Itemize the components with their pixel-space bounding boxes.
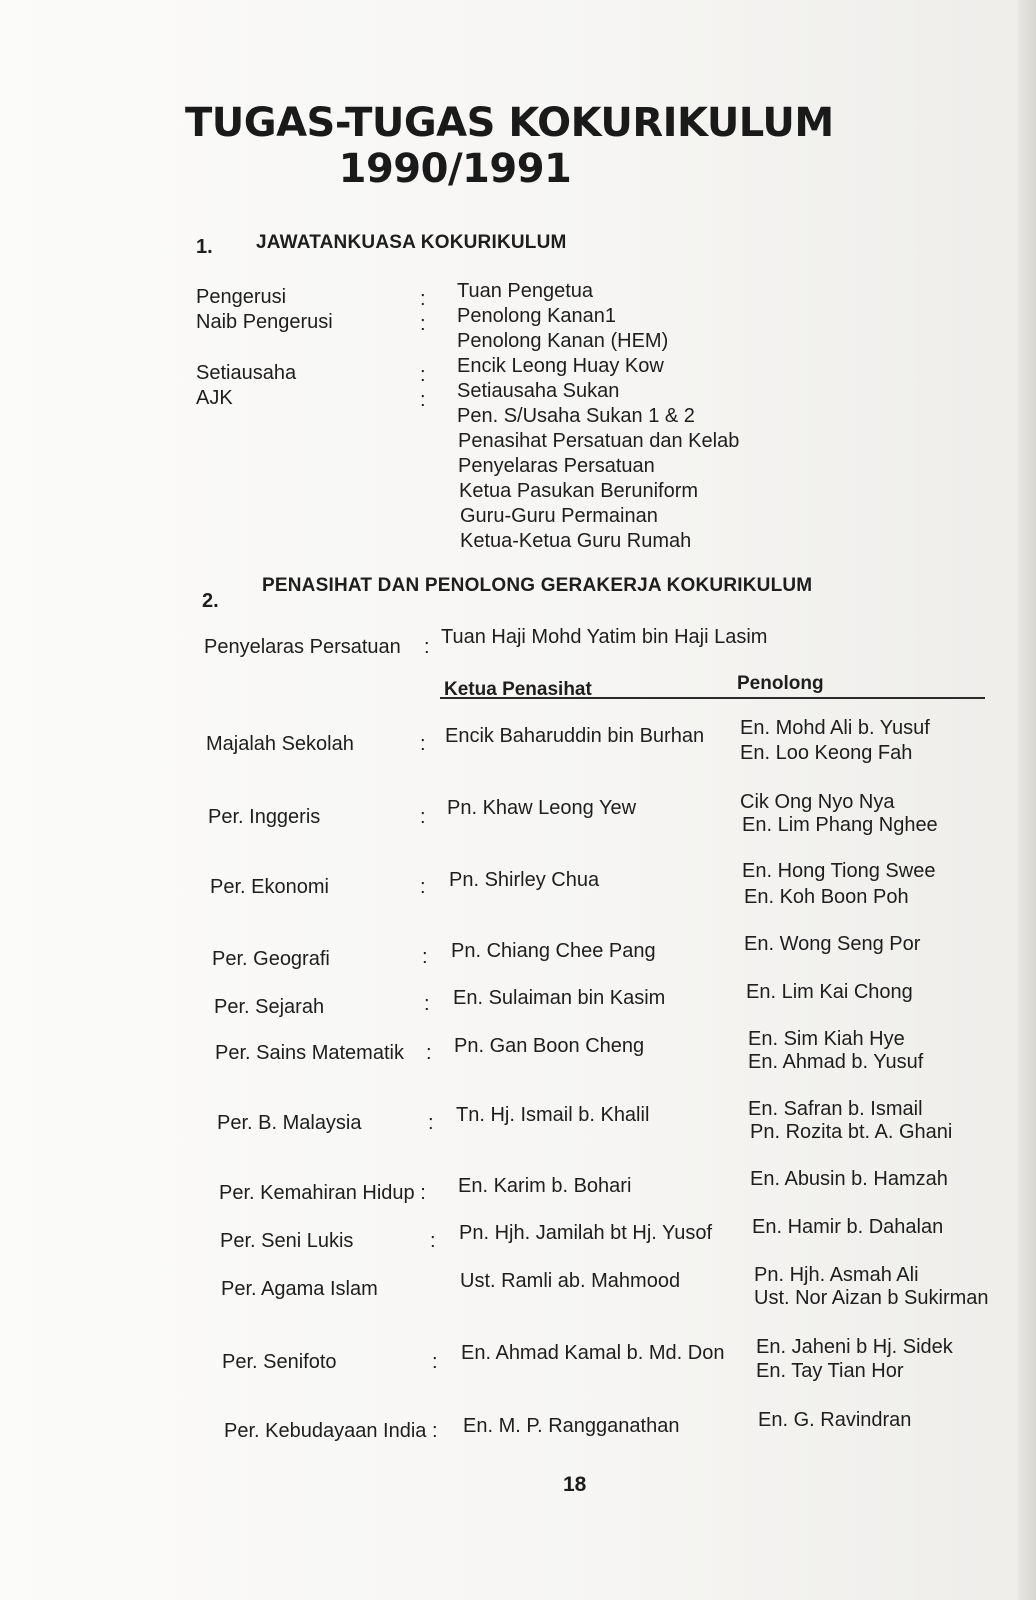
role-value: Ketua Pasukan Beruniform [459, 480, 699, 502]
role-value: Encik Leong Huay Kow [457, 355, 664, 377]
column-header-chief: Ketua Penasihat [444, 679, 592, 700]
colon: : [426, 1042, 432, 1064]
assistant-advisor: En. Mohd Ali b. Yusuf [740, 717, 930, 739]
chief-advisor: En. M. P. Rangganathan [463, 1415, 680, 1437]
society-name: Per. Inggeris [208, 806, 321, 828]
chief-advisor: En. Ahmad Kamal b. Md. Don [461, 1342, 725, 1364]
society-name: Per. Kebudayaan India : [224, 1420, 438, 1442]
chief-advisor: Encik Baharuddin bin Burhan [445, 725, 705, 747]
society-name: Per. Senifoto [222, 1351, 337, 1373]
role-label-ajk: AJK [196, 387, 233, 409]
society-name: Per. Sains Matematik [215, 1042, 404, 1064]
assistant-advisor: En. G. Ravindran [758, 1409, 912, 1431]
society-name: Per. Sejarah [214, 996, 325, 1018]
section-2-heading: PENASIHAT DAN PENOLONG GERAKERJA KOKURIKULUM [262, 575, 813, 596]
title-line-2: 1990/1991 [338, 146, 572, 192]
colon: : [420, 806, 426, 828]
assistant-advisor: En. Hong Tiong Swee [742, 860, 936, 882]
assistant-advisor: En. Loo Keong Fah [740, 742, 913, 764]
assistant-advisor: En. Ahmad b. Yusuf [748, 1051, 924, 1073]
role-value: Ketua-Ketua Guru Rumah [460, 530, 692, 552]
role-value: Penolong Kanan (HEM) [457, 330, 669, 352]
section-2-number: 2. [202, 590, 219, 612]
role-value: Penasihat Persatuan dan Kelab [458, 430, 740, 452]
assistant-advisor: En. Tay Tian Hor [756, 1360, 904, 1382]
role-value: Setiausaha Sukan [457, 380, 620, 402]
colon: : [420, 288, 426, 310]
assistant-advisor: En. Abusin b. Hamzah [750, 1168, 948, 1190]
assistant-advisor: En. Lim Kai Chong [746, 981, 913, 1003]
society-name: Per. Ekonomi [210, 876, 329, 898]
colon: : [430, 1230, 436, 1252]
assistant-advisor: Ust. Nor Aizan b Sukirman [754, 1287, 989, 1309]
chief-advisor: En. Sulaiman bin Kasim [453, 987, 666, 1009]
society-name: Per. Geografi [212, 948, 330, 970]
chief-advisor: Pn. Hjh. Jamilah bt Hj. Yusof [459, 1222, 713, 1244]
assistant-advisor: En. Jaheni b Hj. Sidek [756, 1336, 953, 1358]
book-spine-shadow [1018, 0, 1036, 1600]
role-label-pengerusi: Pengerusi [196, 286, 287, 308]
role-label-naib-pengerusi: Naib Pengerusi [196, 311, 333, 333]
society-name: Per. Kemahiran Hidup : [219, 1182, 426, 1204]
colon: : [420, 733, 426, 755]
colon: : [432, 1351, 438, 1373]
section-1-heading: JAWATANKUASA KOKURIKULUM [256, 232, 567, 253]
chief-advisor: Pn. Shirley Chua [449, 869, 600, 891]
role-value: Guru-Guru Permainan [460, 505, 658, 527]
chief-advisor: Pn. Gan Boon Cheng [454, 1035, 645, 1057]
assistant-advisor: En. Wong Seng Por [744, 933, 921, 955]
society-name: Per. Agama Islam [221, 1278, 378, 1300]
chief-advisor: Pn. Chiang Chee Pang [451, 940, 656, 962]
society-name: Majalah Sekolah [206, 733, 354, 755]
coordinator-name: Tuan Haji Mohd Yatim bin Haji Lasim [441, 626, 768, 648]
colon: : [420, 364, 426, 386]
assistant-advisor: En. Sim Kiah Hye [748, 1028, 905, 1050]
chief-advisor: En. Karim b. Bohari [458, 1175, 632, 1197]
assistant-advisor: Cik Ong Nyo Nya [740, 791, 895, 813]
coordinator-label: Penyelaras Persatuan [204, 636, 401, 658]
colon: : [420, 876, 426, 898]
assistant-advisor: En. Koh Boon Poh [744, 886, 909, 908]
role-value: Tuan Pengetua [457, 280, 594, 302]
society-name: Per. B. Malaysia [217, 1112, 362, 1134]
role-label-setiausaha: Setiausaha [196, 362, 297, 384]
colon: : [420, 313, 426, 335]
title-line-1: TUGAS-TUGAS KOKURIKULUM [185, 100, 834, 146]
chief-advisor: Pn. Khaw Leong Yew [447, 797, 637, 819]
assistant-advisor: En. Safran b. Ismail [748, 1098, 923, 1120]
role-value: Penolong Kanan1 [457, 305, 617, 327]
colon: : [422, 946, 428, 968]
page-number: 18 [563, 1473, 587, 1496]
chief-advisor: Ust. Ramli ab. Mahmood [460, 1270, 681, 1292]
role-value: Penyelaras Persatuan [458, 455, 655, 477]
column-header-assistant: Penolong [737, 673, 824, 694]
assistant-advisor: Pn. Rozita bt. A. Ghani [750, 1121, 953, 1143]
assistant-advisor: Pn. Hjh. Asmah Ali [754, 1264, 919, 1286]
assistant-advisor: En. Hamir b. Dahalan [752, 1216, 944, 1238]
assistant-advisor: En. Lim Phang Nghee [742, 814, 938, 836]
role-value: Pen. S/Usaha Sukan 1 & 2 [457, 405, 695, 427]
header-rule [440, 697, 985, 699]
colon: : [420, 389, 426, 411]
page-title [185, 100, 905, 192]
colon: : [424, 993, 430, 1015]
society-name: Per. Seni Lukis [220, 1230, 354, 1252]
colon: : [424, 636, 430, 658]
section-1-number: 1. [196, 236, 213, 258]
chief-advisor: Tn. Hj. Ismail b. Khalil [456, 1104, 650, 1126]
colon: : [428, 1112, 434, 1134]
